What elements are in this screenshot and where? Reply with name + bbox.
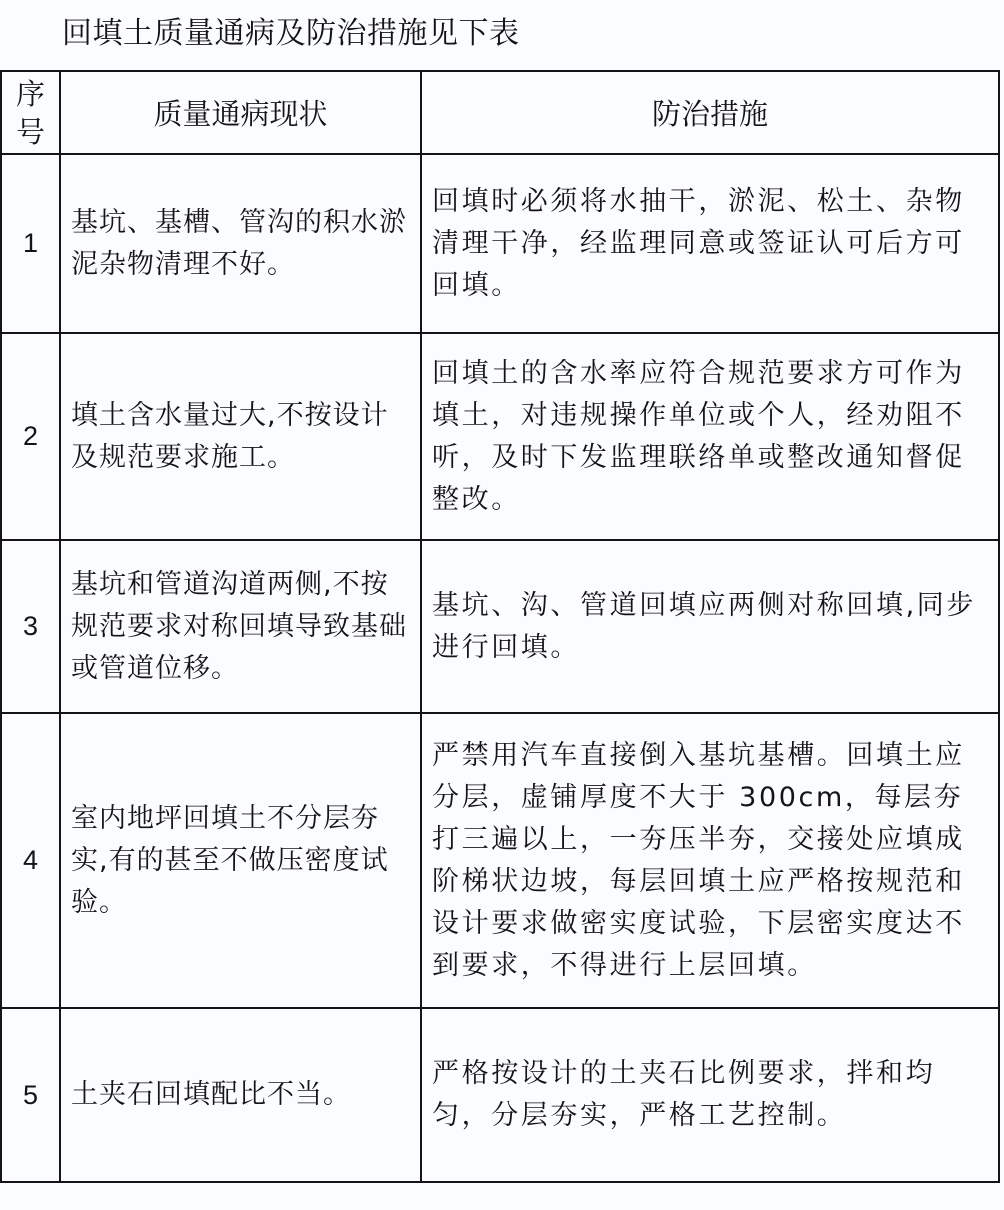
measure-cell: 严格按设计的土夹石比例要求，拌和均匀，分层夯实，严格工艺控制。 bbox=[421, 1008, 999, 1182]
header-serial-line2: 号 bbox=[15, 114, 45, 149]
measure-cell: 回填土的含水率应符合规范要求方可作为填土，对违规操作单位或个人，经劝阻不听，及时下发监理联络单或整改通知督促整改。 bbox=[421, 333, 999, 540]
issue-cell: 填土含水量过大,不按设计及规范要求施工。 bbox=[60, 333, 421, 540]
table-row bbox=[1, 713, 999, 1008]
header-issue: 质量通病现状 bbox=[60, 71, 421, 154]
document-title: 回填土质量通病及防治措施见下表 bbox=[62, 16, 520, 51]
table-row bbox=[1, 333, 999, 540]
issue-cell: 基坑和管道沟道两侧,不按规范要求对称回填导致基础或管道位移。 bbox=[60, 540, 421, 713]
row-number: 5 bbox=[1, 1008, 60, 1182]
row-number: 1 bbox=[1, 154, 60, 333]
header-measure: 防治措施 bbox=[421, 71, 999, 154]
table-row bbox=[1, 1008, 999, 1182]
row-number: 3 bbox=[1, 540, 60, 713]
measure-cell: 回填时必须将水抽干，淤泥、松土、杂物清理干净，经监理同意或签证认可后方可回填。 bbox=[421, 154, 999, 333]
row-number: 2 bbox=[1, 333, 60, 540]
measure-cell: 基坑、沟、管道回填应两侧对称回填,同步进行回填。 bbox=[421, 540, 999, 713]
issue-cell: 土夹石回填配比不当。 bbox=[60, 1008, 421, 1182]
table-row bbox=[1, 154, 999, 333]
row-number: 4 bbox=[1, 713, 60, 1008]
header-serial-line1: 序 bbox=[15, 76, 45, 111]
measure-cell: 严禁用汽车直接倒入基坑基槽。回填土应分层，虚铺厚度不大于 300cm，每层夯打三遍以上，一夯压半夯，交接处应填成阶梯状边坡，每层回填土应严格按规范和设计要求做密实度试验，下层密实度达不到要求，不得进行上层回填。 bbox=[421, 713, 999, 1008]
issue-cell: 基坑、基槽、管沟的积水淤泥杂物清理不好。 bbox=[60, 154, 421, 333]
issue-cell: 室内地坪回填土不分层夯实,有的甚至不做压密度试验。 bbox=[60, 713, 421, 1008]
quality-defects-table bbox=[0, 70, 1000, 1183]
table-row bbox=[1, 540, 999, 713]
table-header-row bbox=[1, 71, 999, 154]
header-serial-number bbox=[1, 71, 60, 154]
